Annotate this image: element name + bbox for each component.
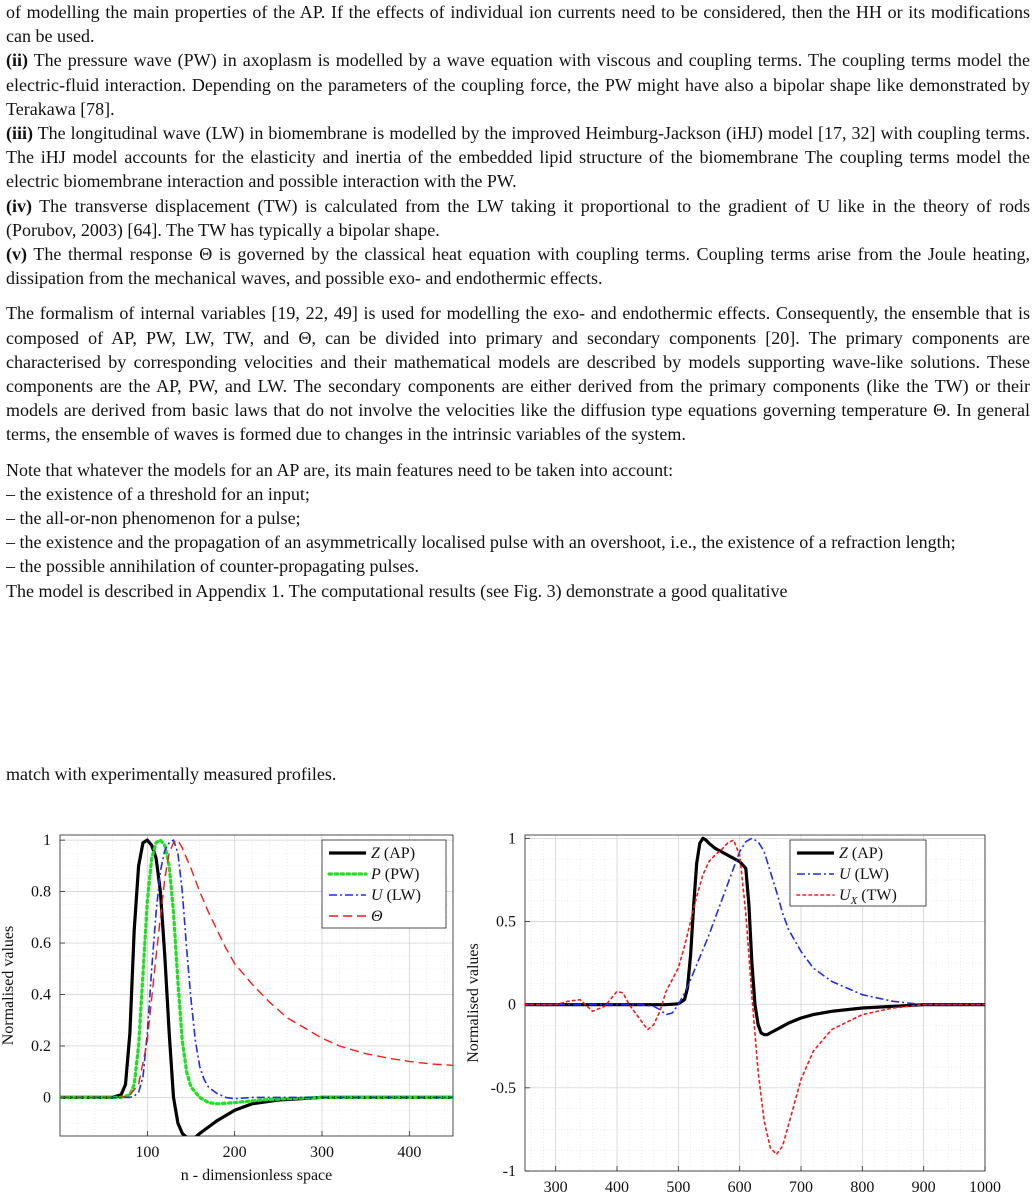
x-tick-label: 1000 — [969, 1179, 1001, 1193]
feature-threshold: – the existence of a threshold for an input; — [6, 483, 310, 504]
legend-label: U (LW) — [371, 887, 421, 904]
legend-label: P (PW) — [371, 866, 420, 883]
y-axis-label: Normalised values — [0, 925, 17, 1046]
feature-asymmetric-pulse: – the existence and the propagation of an asymmetrically localised pulse with an overshoot, i.e., the existence of a refraction length; — [6, 532, 956, 553]
x-tick-label: 400 — [605, 1179, 629, 1193]
legend — [322, 840, 446, 928]
item-iv: (iv) The transverse displacement (TW) is calculated from the LW taking it proportional to the gradient of U like in the theory of rods (Porubov, 2003) [64]. The TW has typically a bipolar shape. — [6, 195, 1030, 240]
item-iii: (iii) The longitudinal wave (LW) in biomembrane is modelled by the improved Heimburg-Jackson (iHJ) model [17, 32] with coupling terms. The iHJ model accounts for the elasticity and inertia of the embedded lipid structure of the biomembrane The coupling terms model the electric biomembrane interaction and possible interaction with the PW. — [6, 123, 1030, 192]
y-tick-label: 0 — [43, 1089, 51, 1107]
x-tick-label: 500 — [666, 1179, 691, 1193]
paragraph-internal-variables: The formalism of internal variables [19, 22, 49] is used for modelling the exo- and endothermic effects. Consequently, the ensemble that is composed of AP, PW, LW, TW, and Θ, can be divided into primary and secondary components [20]. The primary components are characterised by corresponding velocities and their mathematical models are described by models supporting wave-like solutions. These components are the AP, PW, and LW. The secondary components are either derived from the primary components (like the TW) or their models are derived from basic laws that do not involve the velocities like the diffusion type equations governing temperature Θ. In general terms, the ensemble of waves is formed due to changes in the intrinsic variables of the system. — [6, 303, 1030, 445]
x-tick-label: 400 — [397, 1144, 422, 1161]
y-tick-label: 0.5 — [496, 913, 516, 931]
y-tick-label: 1 — [43, 832, 51, 850]
y-axis-label: Normalised values — [465, 943, 482, 1063]
feature-all-or-non: – the all-or-non phenomenon for a pulse; — [6, 508, 301, 529]
x-tick-label: 300 — [310, 1144, 334, 1161]
x-tick-label: 600 — [727, 1179, 752, 1193]
y-tick-label: -1 — [502, 1163, 516, 1180]
y-tick-label: 0.6 — [31, 935, 51, 953]
chart-left — [0, 820, 470, 1192]
paragraph-appendix: The model is described in Appendix 1. The computational results (see Fig. 3) demonstrate a good qualitative — [6, 580, 788, 601]
paragraph-ap-features: Note that whatever the models for an AP are, its main features need to be taken into account: — [6, 459, 674, 480]
legend-label: U (LW) — [839, 866, 889, 883]
chart-right — [465, 820, 1035, 1193]
legend — [790, 840, 926, 907]
x-axis-label: n - dimensionless space — [180, 1167, 333, 1184]
x-tick-label: 700 — [789, 1179, 813, 1193]
y-tick-label: 0.4 — [31, 986, 51, 1004]
y-tick-label: 0.8 — [31, 883, 51, 901]
y-tick-label: 1 — [508, 830, 516, 848]
x-tick-label: 800 — [850, 1179, 875, 1193]
feature-annihilation: – the possible annihilation of counter-propagating pulses. — [6, 556, 420, 577]
x-tick-label: 900 — [911, 1179, 936, 1193]
legend-label: Θ — [371, 908, 383, 925]
y-tick-label: -0.5 — [490, 1079, 516, 1097]
paper-text-body — [6, 0, 1030, 603]
x-tick-label: 100 — [135, 1144, 160, 1161]
clipped-text-line: match with experimentally measured profiles. — [6, 764, 337, 784]
legend-label: $U_X$ (TW) — [839, 887, 897, 907]
x-tick-label: 300 — [543, 1179, 568, 1193]
y-tick-label: 0.2 — [31, 1037, 51, 1055]
item-ii: (ii) The pressure wave (PW) in axoplasm is modelled by a wave equation with viscous and coupling terms. The coupling terms model the electric-fluid interaction. Depending on the parameters of the coupling force, the PW might have also a bipolar shape like demonstrated by Terakawa [78]. — [6, 50, 1030, 119]
item-v: (v) The thermal response Θ is governed by the classical heat equation with coupling terms. Coupling terms arise from the Joule heating, dissipation from the mechanical waves, and possible exo- and endothermic effects. — [6, 244, 1030, 289]
y-tick-label: 0 — [508, 996, 516, 1014]
legend-label: Z (AP) — [839, 845, 884, 862]
legend-label: Z (AP) — [371, 845, 416, 862]
paragraph-continuation: of modelling the main properties of the AP. If the effects of individual ion currents need to be considered, then the HH or its modifications can be used. — [6, 2, 1030, 47]
x-tick-label: 200 — [222, 1144, 247, 1161]
